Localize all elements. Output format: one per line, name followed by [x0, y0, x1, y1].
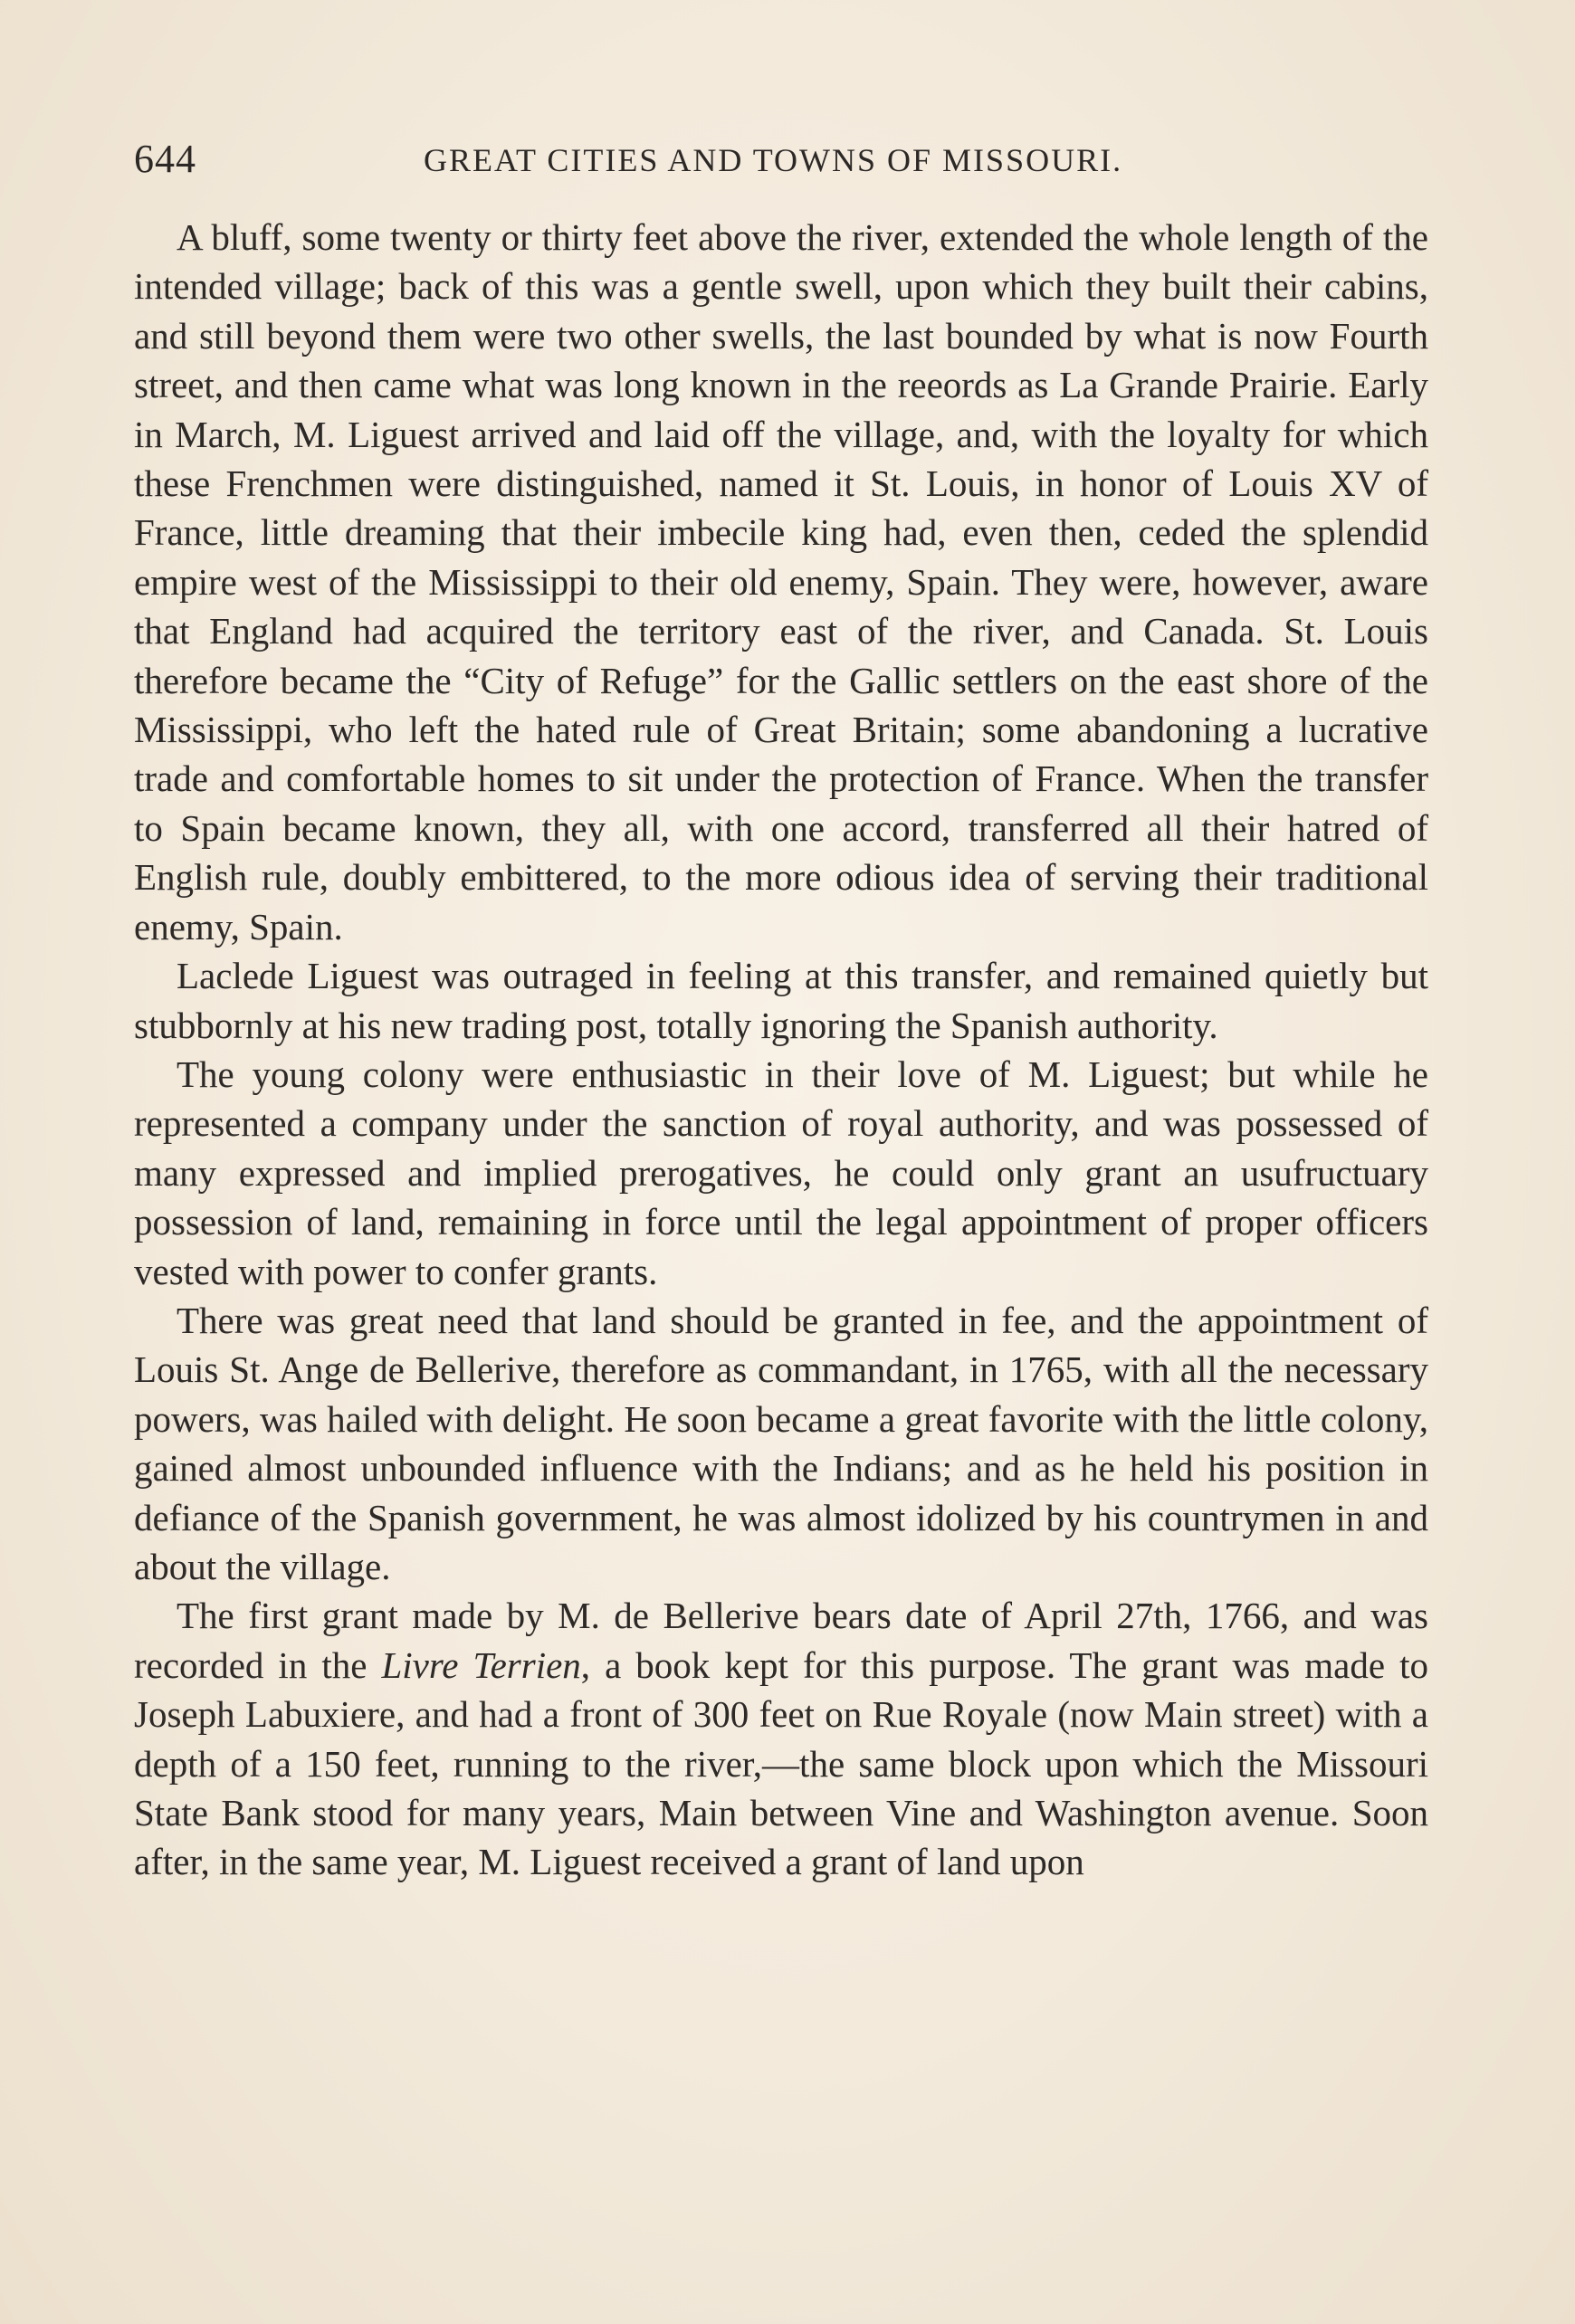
paragraph-5-text-start: The first grant made by M. de Bellerive bears date of April 27th, 1766, and was recorded in the: [134, 1595, 1428, 1686]
running-title: GREAT CITIES AND TOWNS OF MISSOURI.: [424, 142, 1123, 178]
paragraph-1: A bluff, some twenty or thirty feet above the river, extended the whole length of the intended village; back of this was a gentle swell, upon which they built their cabins, and still beyond them were two other swells, the last bounded by what is now Fourth street, and then came what was long known in the reeords as La Grande Prairie. Early in March, M. Liguest arrived and laid off the village, and, with the loyalty for which these Frenchmen were distinguished, named it St. Louis, in honor of Louis XV of France, little dreaming that their imbecile king had, even then, ceded the splendid empire west of the Mississippi to their old enemy, Spain. They were, however, aware that England had acquired the territory east of the river, and Canada. St. Louis therefore became the “City of Refuge” for the Gallic settlers on the east shore of the Mississippi, who left the hated rule of Great Britain; some abandoning a lucrative trade and comfortable homes to sit under the protection of France. When the transfer to Spain became known, they all, with one accord, transferred all their hatred of English rule, doubly embittered, to the more odious idea of serving their traditional enemy, Spain.: [134, 216, 1428, 948]
paragraph-5-text-end: , a book kept for this purpose. The grant was made to Joseph Labuxiere, and had a front of 300 feet on Rue Royale (now Main street) with a depth of a 150 feet, running to the river,—the same block upon which the Missouri State Bank stood for many years, Main between Vine and Washington avenue. Soon after, in the same year, M. Liguest received a grant of land upon: [134, 1643, 1428, 1883]
book-title-italic: Livre Terrien: [381, 1643, 581, 1686]
page-number: 644: [134, 137, 196, 181]
paragraph-2: Laclede Liguest was outraged in feeling at this transfer, and remained quietly but stubbornly at his new trading post, totally ignoring the Spanish authority.: [134, 955, 1428, 1046]
body-text: [134, 213, 1428, 1887]
page-header: [134, 136, 1166, 190]
paragraph-5: [134, 1591, 1428, 1886]
paragraph-4: There was great need that land should be granted in fee, and the appointment of Louis St. Ange de Bellerive, therefore as commandant, in 1765, with all the necessary powers, was hailed with delight. He soon became a great favorite with the little colony, gained almost unbounded influence with the Indians; and as he held his position in defiance of the Spanish government, he was almost idolized by his countrymen in and about the village.: [134, 1299, 1428, 1587]
paragraph-3: The young colony were enthusiastic in their love of M. Liguest; but while he represented a company under the sanction of royal authority, and was possessed of many expressed and implied prerogatives, he could only grant an usufructuary possession of land, remaining in force until the legal appointment of proper officers vested with power to confer grants.: [134, 1052, 1428, 1292]
